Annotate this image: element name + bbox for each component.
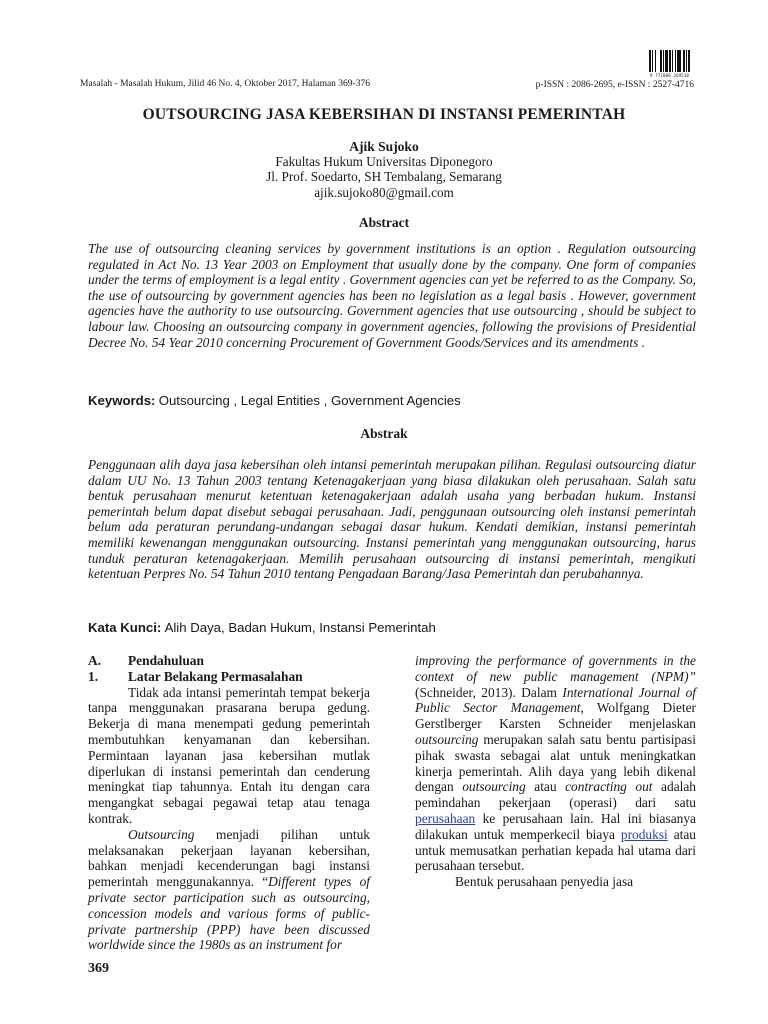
journal-name: International Journal of Public Sector Management: [415, 684, 696, 716]
section-number: A.: [88, 653, 102, 668]
citation-text: (Schneider, 2013). Dalam: [415, 684, 563, 700]
barcode-number: 9 772086 269510: [650, 73, 690, 78]
author-block: [0, 139, 768, 200]
keywords-id: [88, 620, 698, 636]
subsection-heading: [88, 669, 370, 685]
paragraph-2-cont-2: merupakan salah satu bentu partisipasi pihak swasta sebagai alat untuk meningkatkan kinerja pemerintah. Alih daya yang lebih dikenal dengan: [415, 731, 696, 795]
keywords-label: Keywords:: [88, 393, 156, 408]
produksi-link[interactable]: produksi: [620, 826, 668, 842]
outsourcing-term-3: outsourcing: [462, 779, 526, 795]
author-affiliation: Fakultas Hukum Universitas Diponegoro: [275, 154, 493, 170]
outsourcing-term-2: outsourcing: [415, 731, 479, 747]
abstrak-heading: Abstrak: [360, 426, 408, 441]
keywords-value: Outsourcing , Legal Entities , Government Agencies: [158, 393, 461, 408]
paragraph-3: Bentuk perusahaan penyedia jasa: [455, 874, 634, 890]
page-number: 369: [88, 961, 109, 976]
contracting-out-term: contracting out: [565, 779, 653, 795]
subsection-title: Latar Belakang Permasalahan: [128, 668, 303, 684]
abstract-id-text: Penggunaan alih daya jasa kebersihan oleh intansi pemerintah merupakan pilihan. Regulasi outsourcing diatur dalam UU No. 13 Tahun 2003 tentang Ketenagakerjaan yang biasa dilakukan oleh perusahaan. Salah satu bentuk perusahaan menurut ketentuan ketenagakerjaan adalah usaha yang berbadan hukum. Instansi pemerintah belum dapat disebut sebagai perusahaan. Jadi, penggunaan outsourcing oleh instansi pemerintah belum ada peraturan perundang-undangan sebagai dasar hukum. Kendati demikian, instansi pemerintah memiliki kewenangan menggunakan outsourcing. Instansi pemerintah yang menggunakan outsourcing, harus tunduk peraturan ketenagakerjaan. Memilih perusahaan outsourcing di instansi pemerintah, mengikuti ketentuan Perpres No. 54 Tahun 2010 tentang Pengadaan Barang/Jasa Pemerintah dan perubahannya.: [88, 457, 696, 582]
paper-title: OUTSOURCING JASA KEBERSIHAN DI INSTANSI PEMERINTAH: [142, 106, 626, 123]
paragraph-2: [88, 827, 370, 953]
paragraph-2-text: menjadi pilihan untuk melaksanakan pekerjaan layanan kebersihan, bahkan menjadi kecenderungan bagi instansi pemerintah menggunakannya. “: [88, 826, 370, 890]
paragraph-2-continued: [415, 653, 696, 874]
quote-text: improving the performance of governments in the context of new public management (NPM)”: [415, 653, 696, 684]
abstract-heading: Abstract: [358, 215, 410, 230]
abstract-en-text: The use of outsourcing cleaning services by government institutions is an option . Regulation outsourcing regulated in Act No. 13 Year 2003 on Employment that usually done by the company. One form of companies under the terms of employment is a legal entity . Government agencies can yet be referred to as the Company. So, the use of outsourcing by government agencies has been no legislation as a legal basis . However, government agencies have the authority to use outsourcing. Government agencies that use outsourcing , should be subject to labour law. Choosing an outsourcing company in government agencies, following the provisions of Presidential Decree No. 54 Year 2010 concerning Procurement of Government Goods/Services and its amendments .: [88, 241, 696, 350]
perusahaan-link[interactable]: perusahaan: [415, 810, 476, 826]
author-email: ajik.sujoko80@gmail.com: [314, 184, 454, 200]
paragraph-2-cont-4: ke perusahaan lain. Hal ini biasanya dilakukan untuk memperkecil biaya: [415, 810, 696, 842]
body-column-right: [415, 653, 696, 890]
body-column-left: [88, 653, 370, 953]
paragraph-2-cont-5: atau untuk memusatkan perhatian kepada hal utama dari perusahaan tersebut.: [415, 826, 696, 874]
keywords-en: [88, 393, 698, 409]
kata-kunci-value: Alih Daya, Badan Hukum, Instansi Pemerintah: [164, 620, 436, 635]
kata-kunci-label: Kata Kunci:: [88, 620, 162, 635]
author-name: Ajik Sujoko: [349, 139, 419, 154]
issn: p-ISSN : 2086-2695, e-ISSN : 2527-4716: [535, 80, 694, 90]
outsourcing-term: Outsourcing: [128, 826, 195, 842]
barcode-bar: [690, 50, 691, 72]
quote-text-start: Different types of private sector participation such as outsourcing, concession models and various forms of public-private partnership (PPP) have been discussed worldwide since the 1980s as an instrument for: [88, 874, 370, 953]
barcode: [649, 50, 691, 72]
section-title: Pendahuluan: [128, 653, 204, 668]
paragraph-2-cont-3: adalah pemindahan pekerjaan (operasi) dari satu: [415, 779, 697, 811]
paragraph-2-cont: , Wolfgang Dieter Gerstlberger Karsten Schneider menjelaskan: [415, 700, 696, 732]
subsection-number: 1.: [88, 668, 99, 684]
paragraph-1: Tidak ada intansi pemerintah tempat bekerja tanpa menggunakan prasarana berupa gedung. Bekerja di mana menempati gedung pemerintah membutuhkan kenyamanan dan kebersihan. Permintaan layanan jasa kebersihan mutlak diperlukan di instansi pemerintah dan cenderung meningkat tiap tahunnya. Entah itu dengan cara mengangkat sebagai pegawai tetap atau tenaga kontrak.: [88, 684, 370, 826]
paragraph-2-atau: atau: [525, 779, 566, 795]
section-heading: [88, 653, 370, 669]
journal-citation: Masalah - Masalah Hukum, Jilid 46 No. 4, Oktober 2017, Halaman 369-376: [80, 79, 370, 89]
author-address: Jl. Prof. Soedarto, SH Tembalang, Semarang: [266, 169, 502, 185]
